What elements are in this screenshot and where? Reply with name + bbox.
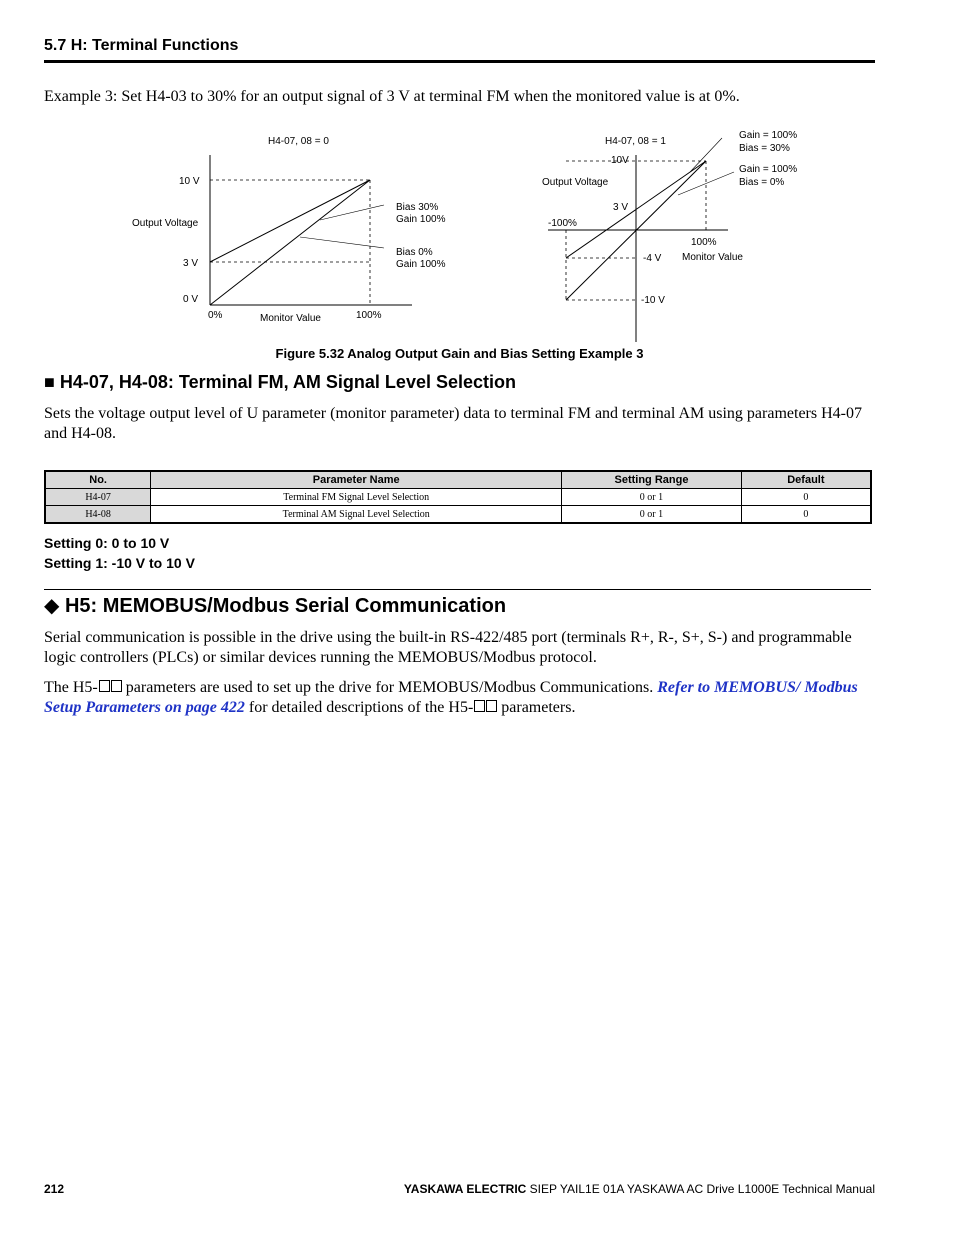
h5-para2-part-d: parameters. — [497, 699, 576, 716]
right-label-neg10v: -10 V — [641, 295, 665, 306]
right-annot-bias30-l1: Gain = 100% — [739, 130, 798, 141]
h4-section-heading: ■ H4-07, H4-08: Terminal FM, AM Signal Level Selection — [44, 372, 516, 392]
left-annot-bias30-l1: Bias 30% — [396, 202, 439, 213]
right-label-neg4v: -4 V — [643, 253, 662, 264]
footer-document-info — [404, 1182, 875, 1196]
left-tick-0v: 0 V — [183, 294, 199, 305]
left-bias0-line — [210, 180, 370, 305]
parameter-table — [44, 470, 872, 524]
cell-parameter-name: Terminal FM Signal Level Selection — [151, 489, 562, 506]
right-graph-title: H4-07, 08 = 1 — [605, 136, 666, 147]
right-y-axis-label: Output Voltage — [542, 177, 609, 188]
left-tick-3v: 3 V — [183, 258, 199, 269]
left-leader-bias30 — [320, 205, 384, 220]
right-label-10v: 10V — [611, 155, 629, 166]
example-text: Example 3: Set H4-03 to 30% for an output signal of 3 V at terminal FM when the monitored value is at 0%. — [44, 88, 740, 105]
placeholder-box-icon — [486, 700, 497, 712]
right-x-axis-label: Monitor Value — [682, 252, 743, 263]
left-tick-0pct: 0% — [208, 310, 223, 321]
left-graph — [132, 136, 446, 324]
h5-section-rule — [44, 589, 871, 590]
left-bias30-line — [210, 180, 370, 262]
left-annot-bias0-l2: Gain 100% — [396, 259, 446, 270]
right-leader-bias30 — [690, 138, 722, 172]
memobus-setup-link[interactable]: Refer to MEMOBUS/ Modbus Setup Parameters on page 422 — [44, 679, 858, 716]
right-annot-bias0-l2: Bias = 0% — [739, 177, 785, 188]
header-rule — [44, 60, 875, 63]
cell-default: 0 — [741, 506, 871, 524]
placeholder-box-icon — [99, 680, 110, 692]
left-annot-bias30-l2: Gain 100% — [396, 214, 446, 225]
h4-description: Sets the voltage output level of U parameter (monitor parameter) data to terminal FM and terminal AM using parameters H4-07 and H4-08. — [44, 405, 862, 442]
figure-caption: Figure 5.32 Analog Output Gain and Bias Setting Example 3 — [275, 346, 644, 361]
gain-bias-figure — [0, 120, 954, 350]
left-annot-bias0-l1: Bias 0% — [396, 247, 433, 258]
left-leader-bias0 — [300, 237, 384, 248]
col-header-default: Default — [741, 471, 871, 489]
col-header-setting-range: Setting Range — [562, 471, 742, 489]
h5-para2-part-b: parameters are used to set up the drive for MEMOBUS/Modbus Communications. — [121, 679, 658, 696]
cell-setting-range: 0 or 1 — [562, 489, 742, 506]
right-annot-bias0-l1: Gain = 100% — [739, 164, 798, 175]
footer-brand: YASKAWA ELECTRIC — [403, 1182, 527, 1196]
placeholder-box-icon — [111, 680, 122, 692]
cell-no: H4-07 — [45, 489, 151, 506]
table-header-row — [45, 471, 871, 489]
table-row — [45, 506, 871, 524]
page-number: 212 — [44, 1182, 65, 1196]
cell-setting-range: 0 or 1 — [562, 506, 742, 524]
right-label-3v: 3 V — [613, 202, 629, 213]
left-y-axis-label: Output Voltage — [132, 218, 199, 229]
cell-no: H4-08 — [45, 506, 151, 524]
right-label-100pct: 100% — [691, 237, 717, 248]
h5-para2-part-c: for detailed descriptions of the H5- — [244, 699, 474, 716]
h5-paragraph-1: Serial communication is possible in the drive using the built-in RS-422/485 port (terminals R+, R-, S+, S-) and programmable logic controllers (PLCs) or similar devices running the MEMOBUS/Modbus protocol. — [44, 629, 852, 666]
left-x-axis-label: Monitor Value — [260, 313, 321, 324]
left-graph-title: H4-07, 08 = 0 — [268, 136, 329, 147]
footer-doc-title: SIEP YAIL1E 01A YASKAWA AC Drive L1000E Technical Manual — [526, 1182, 875, 1196]
h5-paragraph-2 — [44, 678, 884, 718]
cell-default: 0 — [741, 489, 871, 506]
right-label-neg100: -100% — [548, 218, 577, 229]
left-tick-10v: 10 V — [179, 176, 200, 187]
table-row — [45, 489, 871, 506]
h5-para2-part-a: The H5- — [44, 679, 98, 696]
placeholder-box-icon — [474, 700, 485, 712]
right-annot-bias30-l2: Bias = 30% — [739, 143, 790, 154]
setting-0-heading: Setting 0: 0 to 10 V — [44, 535, 170, 551]
cell-parameter-name: Terminal AM Signal Level Selection — [151, 506, 562, 524]
setting-1-heading: Setting 1: -10 V to 10 V — [44, 555, 195, 571]
h5-section-heading: ◆ H5: MEMOBUS/Modbus Serial Communication — [44, 595, 507, 617]
left-tick-100pct: 100% — [356, 310, 382, 321]
col-header-no: No. — [45, 471, 151, 489]
section-header: 5.7 H: Terminal Functions — [44, 37, 239, 54]
right-graph — [542, 130, 797, 342]
col-header-parameter-name: Parameter Name — [151, 471, 562, 489]
